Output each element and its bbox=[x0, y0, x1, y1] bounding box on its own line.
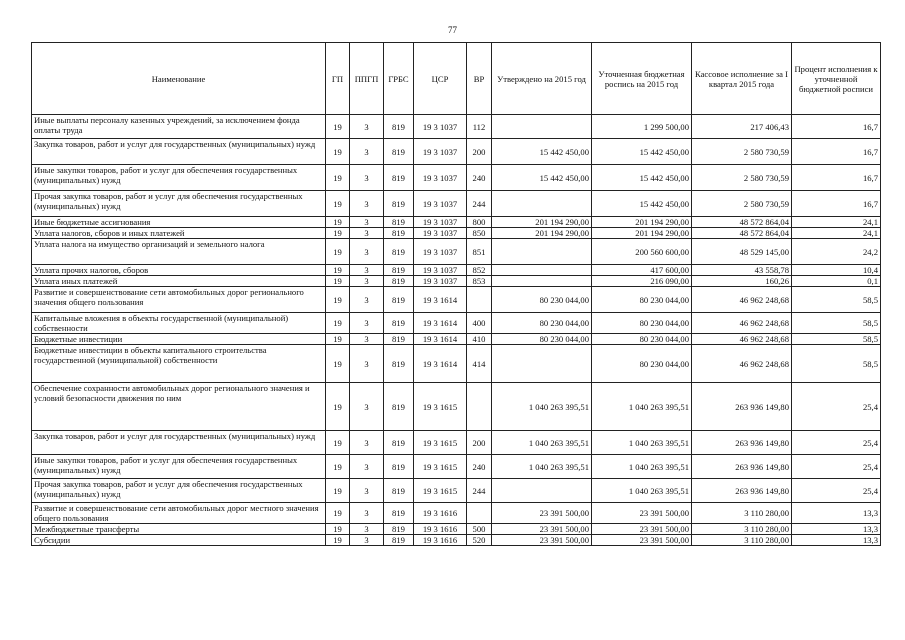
row-approved: 80 230 044,00 bbox=[492, 287, 592, 313]
row-grbs: 819 bbox=[384, 115, 414, 139]
row-grbs: 819 bbox=[384, 383, 414, 431]
row-cash: 46 962 248,68 bbox=[692, 334, 792, 345]
row-approved: 1 040 263 395,51 bbox=[492, 431, 592, 455]
row-refined: 1 040 263 395,51 bbox=[592, 455, 692, 479]
row-approved bbox=[492, 265, 592, 276]
row-refined: 1 040 263 395,51 bbox=[592, 431, 692, 455]
row-cash: 160,26 bbox=[692, 276, 792, 287]
row-csr: 19 3 1037 bbox=[414, 228, 467, 239]
row-name: Бюджетные инвестиции bbox=[32, 334, 326, 345]
row-csr: 19 3 1616 bbox=[414, 503, 467, 524]
row-csr: 19 3 1616 bbox=[414, 535, 467, 546]
row-vr: 240 bbox=[467, 165, 492, 191]
row-cash: 2 580 730,59 bbox=[692, 139, 792, 165]
row-approved bbox=[492, 239, 592, 265]
row-percent: 25,4 bbox=[792, 383, 881, 431]
table-row bbox=[32, 265, 881, 276]
col-header-cash: Кассовое исполнение за I квартал 2015 года bbox=[692, 43, 792, 115]
row-percent: 58,5 bbox=[792, 313, 881, 334]
row-approved: 201 194 290,00 bbox=[492, 228, 592, 239]
row-refined: 1 040 263 395,51 bbox=[592, 479, 692, 503]
table-row bbox=[32, 431, 881, 455]
row-ppgp: 3 bbox=[350, 287, 384, 313]
row-ppgp: 3 bbox=[350, 503, 384, 524]
row-refined: 15 442 450,00 bbox=[592, 165, 692, 191]
row-ppgp: 3 bbox=[350, 217, 384, 228]
row-csr: 19 3 1615 bbox=[414, 479, 467, 503]
row-ppgp: 3 bbox=[350, 383, 384, 431]
row-cash: 217 406,43 bbox=[692, 115, 792, 139]
row-ppgp: 3 bbox=[350, 334, 384, 345]
table-row bbox=[32, 276, 881, 287]
row-cash: 3 110 280,00 bbox=[692, 535, 792, 546]
row-vr: 410 bbox=[467, 334, 492, 345]
row-percent: 16,7 bbox=[792, 165, 881, 191]
row-grbs: 819 bbox=[384, 276, 414, 287]
row-gp: 19 bbox=[326, 334, 350, 345]
row-vr: 500 bbox=[467, 524, 492, 535]
row-gp: 19 bbox=[326, 524, 350, 535]
row-name: Закупка товаров, работ и услуг для государственных (муниципальных) нужд bbox=[32, 139, 326, 165]
row-ppgp: 3 bbox=[350, 431, 384, 455]
row-grbs: 819 bbox=[384, 239, 414, 265]
row-grbs: 819 bbox=[384, 479, 414, 503]
row-percent: 58,5 bbox=[792, 287, 881, 313]
row-name: Уплата прочих налогов, сборов bbox=[32, 265, 326, 276]
row-ppgp: 3 bbox=[350, 265, 384, 276]
table-row bbox=[32, 345, 881, 383]
row-ppgp: 3 bbox=[350, 276, 384, 287]
row-gp: 19 bbox=[326, 239, 350, 265]
row-approved bbox=[492, 276, 592, 287]
row-csr: 19 3 1614 bbox=[414, 287, 467, 313]
table-row bbox=[32, 217, 881, 228]
row-refined: 80 230 044,00 bbox=[592, 345, 692, 383]
row-gp: 19 bbox=[326, 165, 350, 191]
header-row bbox=[32, 43, 881, 115]
row-cash: 263 936 149,80 bbox=[692, 479, 792, 503]
row-approved: 23 391 500,00 bbox=[492, 503, 592, 524]
row-csr: 19 3 1037 bbox=[414, 191, 467, 217]
row-ppgp: 3 bbox=[350, 239, 384, 265]
row-refined: 1 299 500,00 bbox=[592, 115, 692, 139]
row-refined: 80 230 044,00 bbox=[592, 313, 692, 334]
row-ppgp: 3 bbox=[350, 191, 384, 217]
table-row bbox=[32, 334, 881, 345]
row-vr bbox=[467, 287, 492, 313]
row-name: Межбюджетные трансферты bbox=[32, 524, 326, 535]
col-header-ppgp: ППГП bbox=[350, 43, 384, 115]
row-vr: 112 bbox=[467, 115, 492, 139]
row-cash: 48 529 145,00 bbox=[692, 239, 792, 265]
row-name: Субсидии bbox=[32, 535, 326, 546]
row-approved: 1 040 263 395,51 bbox=[492, 383, 592, 431]
page-number: 77 bbox=[448, 25, 457, 35]
row-name: Иные закупки товаров, работ и услуг для обеспечения государственных (муниципальных) нужд bbox=[32, 455, 326, 479]
row-vr: 244 bbox=[467, 479, 492, 503]
row-cash: 263 936 149,80 bbox=[692, 455, 792, 479]
row-vr: 851 bbox=[467, 239, 492, 265]
row-grbs: 819 bbox=[384, 431, 414, 455]
col-header-vr: ВР bbox=[467, 43, 492, 115]
row-cash: 46 962 248,68 bbox=[692, 345, 792, 383]
col-header-name: Наименование bbox=[32, 43, 326, 115]
table-row bbox=[32, 535, 881, 546]
row-percent: 13,3 bbox=[792, 503, 881, 524]
row-ppgp: 3 bbox=[350, 345, 384, 383]
row-approved bbox=[492, 115, 592, 139]
row-percent: 10,4 bbox=[792, 265, 881, 276]
row-vr: 414 bbox=[467, 345, 492, 383]
row-gp: 19 bbox=[326, 276, 350, 287]
row-cash: 3 110 280,00 bbox=[692, 524, 792, 535]
row-cash: 3 110 280,00 bbox=[692, 503, 792, 524]
row-refined: 216 090,00 bbox=[592, 276, 692, 287]
row-refined: 80 230 044,00 bbox=[592, 334, 692, 345]
row-refined: 200 560 600,00 bbox=[592, 239, 692, 265]
row-grbs: 819 bbox=[384, 345, 414, 383]
row-percent: 24,1 bbox=[792, 217, 881, 228]
row-percent: 25,4 bbox=[792, 431, 881, 455]
row-refined: 80 230 044,00 bbox=[592, 287, 692, 313]
row-ppgp: 3 bbox=[350, 479, 384, 503]
row-refined: 417 600,00 bbox=[592, 265, 692, 276]
row-csr: 19 3 1614 bbox=[414, 313, 467, 334]
row-approved: 1 040 263 395,51 bbox=[492, 455, 592, 479]
row-gp: 19 bbox=[326, 479, 350, 503]
row-cash: 48 572 864,04 bbox=[692, 228, 792, 239]
col-header-approved: Утверждено на 2015 год bbox=[492, 43, 592, 115]
row-name: Закупка товаров, работ и услуг для государственных (муниципальных) нужд bbox=[32, 431, 326, 455]
row-ppgp: 3 bbox=[350, 228, 384, 239]
row-percent: 58,5 bbox=[792, 334, 881, 345]
row-name: Развитие и совершенствование сети автомобильных дорог местного значения общего пользования bbox=[32, 503, 326, 524]
row-grbs: 819 bbox=[384, 217, 414, 228]
row-name: Уплата иных платежей bbox=[32, 276, 326, 287]
row-gp: 19 bbox=[326, 217, 350, 228]
row-name: Иные закупки товаров, работ и услуг для обеспечения государственных (муниципальных) нужд bbox=[32, 165, 326, 191]
row-percent: 13,3 bbox=[792, 524, 881, 535]
col-header-refined: Уточненная бюджетная роспись на 2015 год bbox=[592, 43, 692, 115]
row-gp: 19 bbox=[326, 115, 350, 139]
table-row bbox=[32, 524, 881, 535]
row-cash: 46 962 248,68 bbox=[692, 313, 792, 334]
row-approved: 80 230 044,00 bbox=[492, 334, 592, 345]
row-grbs: 819 bbox=[384, 287, 414, 313]
row-percent: 16,7 bbox=[792, 191, 881, 217]
row-csr: 19 3 1037 bbox=[414, 217, 467, 228]
table-row bbox=[32, 287, 881, 313]
row-grbs: 819 bbox=[384, 139, 414, 165]
row-percent: 16,7 bbox=[792, 139, 881, 165]
row-ppgp: 3 bbox=[350, 165, 384, 191]
col-header-grbs: ГРБС bbox=[384, 43, 414, 115]
row-name: Бюджетные инвестиции в объекты капитального строительства государственной (муниципальной) собственности bbox=[32, 345, 326, 383]
row-grbs: 819 bbox=[384, 503, 414, 524]
row-ppgp: 3 bbox=[350, 313, 384, 334]
row-approved bbox=[492, 191, 592, 217]
row-vr bbox=[467, 383, 492, 431]
row-gp: 19 bbox=[326, 313, 350, 334]
row-ppgp: 3 bbox=[350, 455, 384, 479]
table-row bbox=[32, 228, 881, 239]
row-name: Развитие и совершенствование сети автомобильных дорог регионального значения общего пользования bbox=[32, 287, 326, 313]
row-refined: 23 391 500,00 bbox=[592, 535, 692, 546]
row-refined: 23 391 500,00 bbox=[592, 524, 692, 535]
row-approved: 15 442 450,00 bbox=[492, 139, 592, 165]
row-ppgp: 3 bbox=[350, 115, 384, 139]
row-vr: 200 bbox=[467, 431, 492, 455]
row-cash: 2 580 730,59 bbox=[692, 191, 792, 217]
row-csr: 19 3 1037 bbox=[414, 239, 467, 265]
row-vr: 200 bbox=[467, 139, 492, 165]
table-row bbox=[32, 455, 881, 479]
row-gp: 19 bbox=[326, 265, 350, 276]
row-cash: 263 936 149,80 bbox=[692, 383, 792, 431]
row-gp: 19 bbox=[326, 535, 350, 546]
row-refined: 15 442 450,00 bbox=[592, 191, 692, 217]
row-name: Капитальные вложения в объекты государственной (муниципальной) собственности bbox=[32, 313, 326, 334]
row-csr: 19 3 1037 bbox=[414, 139, 467, 165]
row-cash: 46 962 248,68 bbox=[692, 287, 792, 313]
table-row bbox=[32, 239, 881, 265]
row-name: Обеспечение сохранности автомобильных дорог регионального значения и условий безопасности движения по ним bbox=[32, 383, 326, 431]
table-body bbox=[32, 115, 881, 546]
row-grbs: 819 bbox=[384, 265, 414, 276]
row-grbs: 819 bbox=[384, 191, 414, 217]
row-refined: 201 194 290,00 bbox=[592, 228, 692, 239]
row-vr: 244 bbox=[467, 191, 492, 217]
row-csr: 19 3 1615 bbox=[414, 455, 467, 479]
row-name: Уплата налога на имущество организаций и земельного налога bbox=[32, 239, 326, 265]
row-ppgp: 3 bbox=[350, 524, 384, 535]
row-grbs: 819 bbox=[384, 165, 414, 191]
row-percent: 13,3 bbox=[792, 535, 881, 546]
table-row bbox=[32, 191, 881, 217]
row-percent: 24,1 bbox=[792, 228, 881, 239]
row-approved bbox=[492, 345, 592, 383]
row-csr: 19 3 1614 bbox=[414, 334, 467, 345]
table-row bbox=[32, 383, 881, 431]
row-gp: 19 bbox=[326, 228, 350, 239]
row-grbs: 819 bbox=[384, 455, 414, 479]
row-approved: 201 194 290,00 bbox=[492, 217, 592, 228]
row-csr: 19 3 1037 bbox=[414, 265, 467, 276]
row-cash: 43 558,78 bbox=[692, 265, 792, 276]
row-csr: 19 3 1615 bbox=[414, 431, 467, 455]
row-gp: 19 bbox=[326, 503, 350, 524]
row-name: Уплата налогов, сборов и иных платежей bbox=[32, 228, 326, 239]
row-cash: 2 580 730,59 bbox=[692, 165, 792, 191]
table-row bbox=[32, 479, 881, 503]
row-approved bbox=[492, 479, 592, 503]
row-gp: 19 bbox=[326, 383, 350, 431]
row-vr: 520 bbox=[467, 535, 492, 546]
row-csr: 19 3 1614 bbox=[414, 345, 467, 383]
row-vr: 800 bbox=[467, 217, 492, 228]
row-refined: 1 040 263 395,51 bbox=[592, 383, 692, 431]
row-name: Прочая закупка товаров, работ и услуг для обеспечения государственных (муниципальных) нужд bbox=[32, 479, 326, 503]
budget-table bbox=[31, 42, 881, 546]
row-vr bbox=[467, 503, 492, 524]
row-cash: 48 572 864,04 bbox=[692, 217, 792, 228]
table-row bbox=[32, 503, 881, 524]
row-csr: 19 3 1037 bbox=[414, 165, 467, 191]
row-vr: 853 bbox=[467, 276, 492, 287]
row-cash: 263 936 149,80 bbox=[692, 431, 792, 455]
row-gp: 19 bbox=[326, 139, 350, 165]
row-gp: 19 bbox=[326, 431, 350, 455]
row-vr: 850 bbox=[467, 228, 492, 239]
row-name: Иные бюджетные ассигнования bbox=[32, 217, 326, 228]
col-header-gp: ГП bbox=[326, 43, 350, 115]
table-row bbox=[32, 115, 881, 139]
row-csr: 19 3 1616 bbox=[414, 524, 467, 535]
col-header-percent: Процент исполнения к уточненной бюджетной росписи bbox=[792, 43, 881, 115]
table-row bbox=[32, 139, 881, 165]
row-approved: 23 391 500,00 bbox=[492, 535, 592, 546]
row-grbs: 819 bbox=[384, 228, 414, 239]
row-refined: 23 391 500,00 bbox=[592, 503, 692, 524]
row-csr: 19 3 1037 bbox=[414, 276, 467, 287]
row-gp: 19 bbox=[326, 345, 350, 383]
row-refined: 201 194 290,00 bbox=[592, 217, 692, 228]
table-row bbox=[32, 165, 881, 191]
row-ppgp: 3 bbox=[350, 139, 384, 165]
row-approved: 15 442 450,00 bbox=[492, 165, 592, 191]
row-gp: 19 bbox=[326, 455, 350, 479]
row-vr: 400 bbox=[467, 313, 492, 334]
row-percent: 25,4 bbox=[792, 455, 881, 479]
row-percent: 58,5 bbox=[792, 345, 881, 383]
row-approved: 23 391 500,00 bbox=[492, 524, 592, 535]
row-gp: 19 bbox=[326, 287, 350, 313]
row-percent: 16,7 bbox=[792, 115, 881, 139]
row-csr: 19 3 1615 bbox=[414, 383, 467, 431]
row-csr: 19 3 1037 bbox=[414, 115, 467, 139]
row-percent: 24,2 bbox=[792, 239, 881, 265]
row-percent: 25,4 bbox=[792, 479, 881, 503]
row-gp: 19 bbox=[326, 191, 350, 217]
row-name: Прочая закупка товаров, работ и услуг для обеспечения государственных (муниципальных) нужд bbox=[32, 191, 326, 217]
row-name: Иные выплаты персоналу казенных учреждений, за исключением фонда оплаты труда bbox=[32, 115, 326, 139]
row-grbs: 819 bbox=[384, 313, 414, 334]
table-row bbox=[32, 313, 881, 334]
row-vr: 240 bbox=[467, 455, 492, 479]
row-refined: 15 442 450,00 bbox=[592, 139, 692, 165]
row-ppgp: 3 bbox=[350, 535, 384, 546]
row-approved: 80 230 044,00 bbox=[492, 313, 592, 334]
row-percent: 0,1 bbox=[792, 276, 881, 287]
row-grbs: 819 bbox=[384, 524, 414, 535]
row-grbs: 819 bbox=[384, 535, 414, 546]
row-vr: 852 bbox=[467, 265, 492, 276]
col-header-csr: ЦСР bbox=[414, 43, 467, 115]
row-grbs: 819 bbox=[384, 334, 414, 345]
